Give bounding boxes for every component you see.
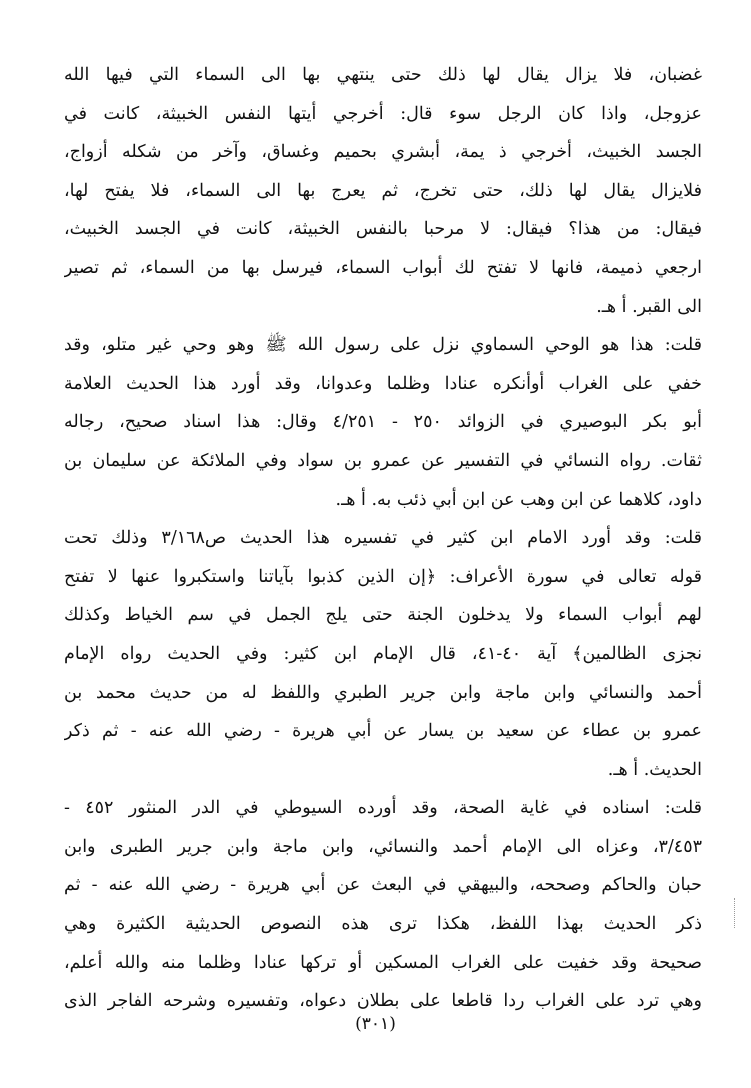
text-line: عمرو بن عطاء عن سعيد بن يسار عن أبي هريرة - رضي الله عنه - ثم ذكر xyxy=(64,721,702,742)
page-number: (٣٠١) xyxy=(355,1014,396,1034)
text-line: وهي ترد على الغراب ردا قاطعا على بطلان دعواه، وتفسيره وشرحه الفاجر الذى xyxy=(64,991,702,1012)
text-line: فلايزال يقال لها ذلك، حتى تخرج، ثم يعرج بها الى السماء، فلا يفتح لها، xyxy=(64,180,702,201)
text-line: ارجعي ذميمة، فانها لا تفتح لك أبواب السماء، فيرسل بها من السماء، ثم تصير xyxy=(64,257,702,278)
text-line: حبان والحاكم وصححه، والبيهقي في البعث عن أبي هريرة - رضي الله عنه - ثم xyxy=(64,875,702,896)
text-line: خفي على الغراب أوأنكره عنادا وظلما وعدوانا، وقد أورد هذا الحديث العلامة xyxy=(64,373,702,394)
text-line: صحيحة وقد خفيت على الغراب المسكين أو تركها عنادا وظلما منه والله أعلم، xyxy=(64,952,702,973)
text-line: داود، كلاهما عن ابن وهب عن ابن أبي ذئب به. أ هـ. xyxy=(335,489,702,510)
text-line: ثقات. رواه النسائي في التفسير عن عمرو بن سواد وفي الملائكة عن سليمان بن xyxy=(64,450,702,471)
text-line: الحديث. أ هـ. xyxy=(607,759,702,780)
text-line: لهم أبواب السماء ولا يدخلون الجنة حتى يلج الجمل في سم الخياط وكذلك xyxy=(64,605,702,626)
text-line: قلت: هذا هو الوحي السماوي نزل على رسول الله ﷺ وهو وحي غير متلو، وقد xyxy=(64,335,702,356)
text-line: ٣/٤٥٣، وعزاه الى الإمام أحمد والنسائي، وابن ماجة وابن جرير الطبرى وابن xyxy=(64,836,702,857)
text-line: قوله تعالى في سورة الأعراف: ﴿إن الذين كذبوا بآياتنا واستكبروا عنها لا تفتح xyxy=(64,566,702,587)
text-line: ذكر الحديث بهذا اللفظ، هكذا ترى هذه النصوص الحديثية الكثيرة وهي xyxy=(64,914,702,935)
text-line: الجسد الخبيث، أخرجي ذ يمة، أبشري بحميم وغساق، وآخر من شكله أزواج، xyxy=(64,142,702,163)
text-line: عزوجل، واذا كان الرجل سوء قال: أخرجي أيتها النفس الخبيثة، كانت في xyxy=(64,103,702,124)
text-line: أبو بكر البوصيري في الزوائد ٢٥٠ - ٤/٢٥١ وقال: هذا اسناد صحيح، رجاله xyxy=(64,412,702,433)
text-line: فيقال: من هذا؟ فيقال: لا مرحبا بالنفس الخبيثة، كانت في الجسد الخبيث، xyxy=(64,219,702,240)
text-line: غضبان، فلا يزال يقال لها ذلك حتى ينتهي بها الى السماء التي فيها الله xyxy=(64,65,702,85)
text-line: نجزى الظالمين﴾ آية ٤٠-٤١، قال الإمام ابن كثير: وفي الحديث رواه الإمام xyxy=(64,643,702,664)
text-line: الى القبر. أ هـ. xyxy=(596,296,702,317)
body-text xyxy=(64,56,702,1021)
text-line: أحمد والنسائي وابن ماجة وابن جرير الطبري واللفظ له من حديث محمد بن xyxy=(64,682,702,703)
text-line: قلت: وقد أورد الامام ابن كثير في تفسيره هذا الحديث ص٣/١٦٨ وذلك تحت xyxy=(64,528,702,549)
text-line: قلت: اسناده في غاية الصحة، وقد أورده السيوطي في الدر المنثور ٤٥٢ - xyxy=(64,798,702,819)
scan-edge-mark xyxy=(734,898,736,928)
